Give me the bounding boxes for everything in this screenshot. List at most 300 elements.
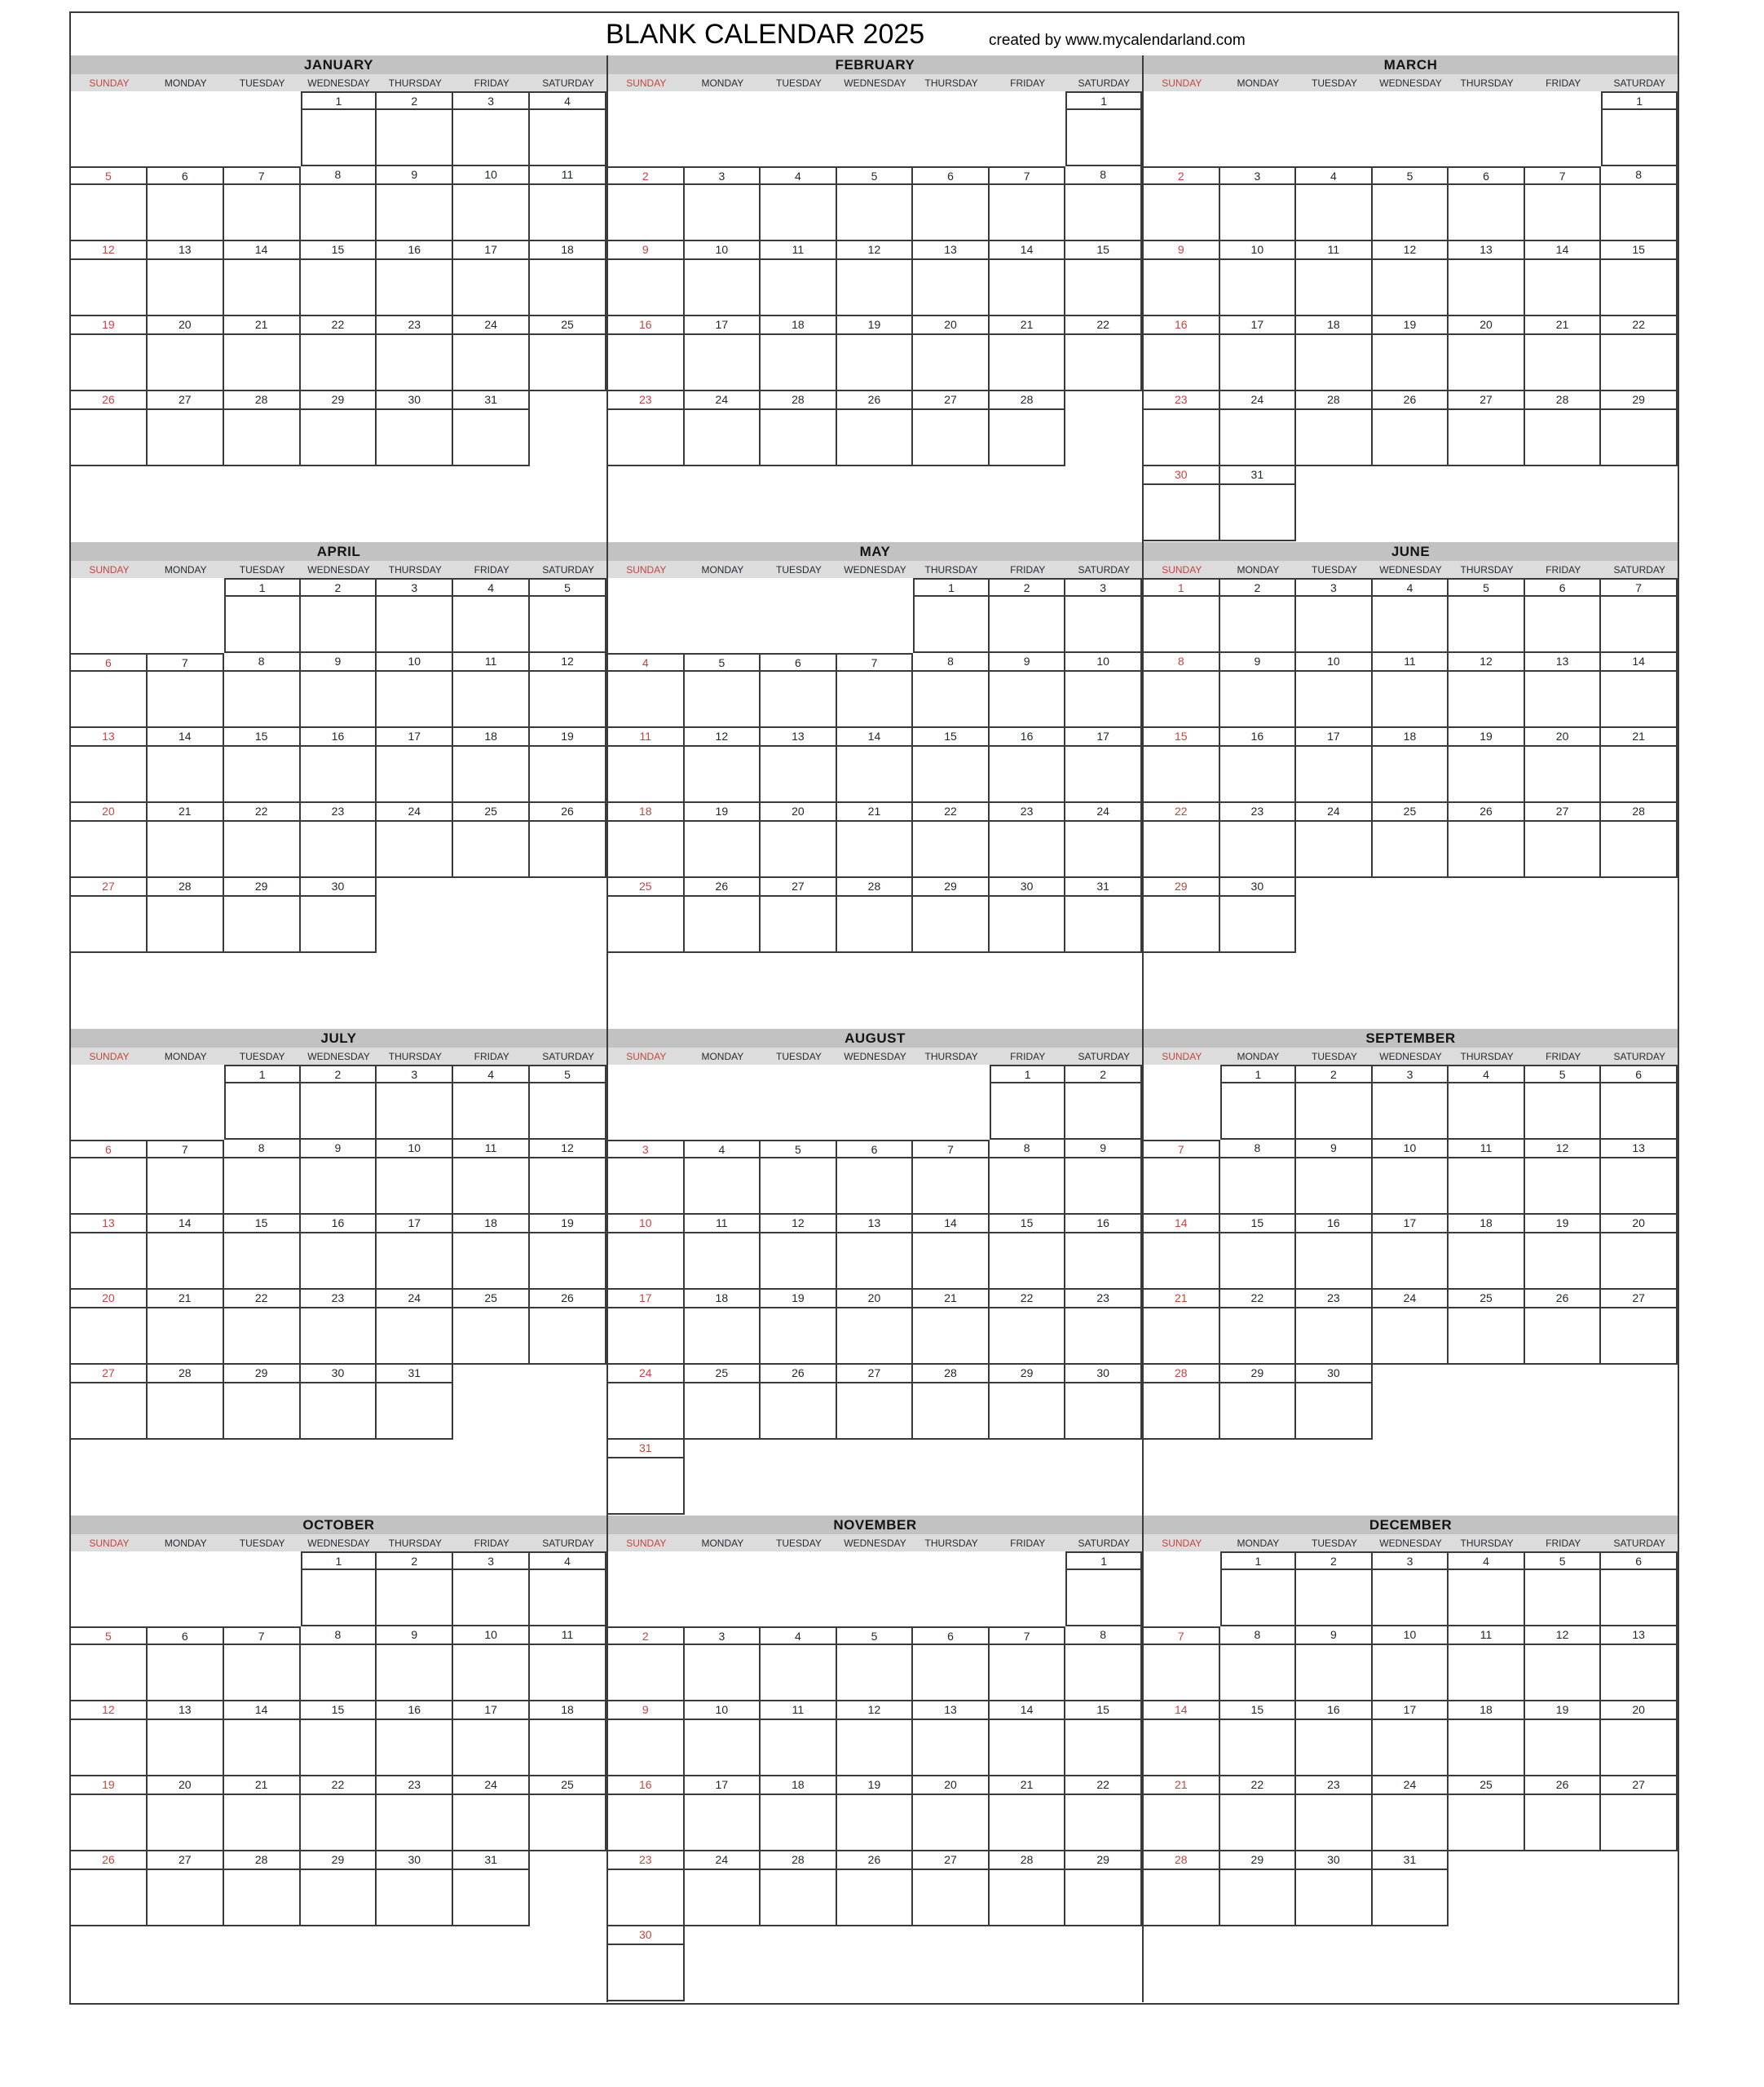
day-number-cell: 1 [1065,91,1142,110]
month-header: AUGUST [608,1029,1142,1048]
day-notes-cell [1296,1645,1373,1701]
weekday-label: TUESDAY [239,77,285,89]
day-notes-cell [1601,822,1678,878]
day-number-cell: 5 [837,166,914,185]
week-notes-row [1144,485,1678,541]
day-notes-cell [913,822,990,878]
day-notes-cell [608,1720,685,1776]
day-number-cell: 19 [837,316,914,335]
week-notes-row [71,1795,606,1851]
day-number-cell [1373,466,1449,485]
week-number-row [71,166,606,185]
day-number-cell: 3 [1373,1551,1449,1570]
day-number-cell: 28 [990,391,1066,410]
day-notes-cell [1449,410,1525,466]
day-number-cell [1601,1851,1678,1870]
day-notes-cell [1525,1570,1602,1626]
day-number-cell: 20 [913,1776,990,1795]
day-notes-cell [1144,1383,1220,1440]
day-number-cell: 29 [913,878,990,897]
day-number-cell [148,578,224,597]
calendar-title: BLANK CALENDAR 2025 [606,19,925,50]
day-number-cell: 9 [608,1701,685,1720]
weekday-label: FRIDAY [1546,77,1581,89]
day-notes-cell [1144,110,1220,166]
day-number-cell: 31 [453,391,530,410]
day-notes-cell [1296,597,1373,653]
day-number-cell: 28 [913,1365,990,1383]
weekday-label: THURSDAY [388,564,442,576]
title-row [71,13,1678,55]
day-notes-cell [71,1720,148,1776]
day-number-cell: 24 [1065,803,1142,822]
day-notes-cell [1601,1158,1678,1215]
day-notes-cell [71,1158,148,1215]
day-notes-cell [377,897,453,953]
day-number-cell: 21 [913,1290,990,1308]
day-number-cell: 14 [1144,1215,1220,1233]
day-number-cell: 9 [377,166,453,185]
day-notes-cell [761,1645,837,1701]
day-number-cell: 24 [1220,391,1297,410]
day-number-cell: 17 [1065,728,1142,747]
day-number-cell: 31 [1373,1851,1449,1870]
day-notes-cell [837,897,914,953]
week-number-row [71,653,606,672]
day-notes-cell [837,335,914,391]
day-notes-cell [990,1308,1066,1365]
day-number-cell: 20 [1601,1215,1678,1233]
day-number-cell: 25 [1449,1290,1525,1308]
day-notes-cell [1373,1870,1449,1926]
day-notes-cell [224,1570,301,1626]
day-number-cell [224,1551,301,1570]
day-notes-cell [301,1570,377,1626]
day-number-cell: 9 [1065,1140,1142,1158]
day-number-cell: 12 [1525,1140,1602,1158]
day-number-cell: 3 [1065,578,1142,597]
week-notes-row [1144,822,1678,878]
week-number-row [1144,1626,1678,1645]
day-notes-cell [1220,597,1297,653]
day-notes-cell [224,1720,301,1776]
day-number-cell: 4 [530,1551,606,1570]
weekday-label: FRIDAY [474,1538,509,1549]
day-notes-cell [1220,897,1297,953]
day-notes-cell [1601,1383,1678,1440]
day-number-cell: 16 [377,1701,453,1720]
day-notes-cell [377,1083,453,1140]
day-number-cell: 17 [377,1215,453,1233]
week-number-row [1144,728,1678,747]
week-notes-row [71,672,606,728]
week-number-row [1144,1776,1678,1795]
day-notes-cell [837,597,914,653]
day-number-cell: 1 [1601,91,1678,110]
week-notes-row [71,597,606,653]
day-notes-cell [608,110,685,166]
day-notes-cell [224,1870,301,1926]
day-notes-cell [1449,260,1525,316]
day-number-cell [1449,466,1525,485]
day-notes-cell [990,1158,1066,1215]
day-number-cell: 1 [301,1551,377,1570]
day-notes-cell [1220,1158,1297,1215]
day-notes-cell [377,1645,453,1701]
week-number-row [608,1701,1142,1720]
day-notes-cell [1144,1233,1220,1290]
day-notes-cell [71,1083,148,1140]
day-notes-cell [608,1458,685,1515]
day-notes-cell [1144,335,1220,391]
day-notes-cell [377,1720,453,1776]
weekday-label: SATURDAY [1613,1051,1666,1062]
week-notes-row [71,1645,606,1701]
day-number-cell: 21 [1525,316,1602,335]
week-notes-row [1144,1645,1678,1701]
day-notes-cell [1601,1720,1678,1776]
day-notes-cell [608,1233,685,1290]
day-number-cell: 4 [453,578,530,597]
day-number-cell: 13 [913,241,990,260]
day-notes-cell [224,1383,301,1440]
weekday-label: THURSDAY [388,1538,442,1549]
day-number-cell: 20 [913,316,990,335]
day-notes-cell [1220,1233,1297,1290]
day-notes-cell [530,822,606,878]
week-notes-row [71,335,606,391]
day-notes-cell [1065,1308,1142,1365]
day-number-cell: 9 [377,1626,453,1645]
day-number-cell: 2 [1220,578,1297,597]
month-header: OCTOBER [71,1516,606,1534]
weekday-label: THURSDAY [388,1051,442,1062]
weekday-label: WEDNESDAY [844,1538,906,1549]
day-number-cell: 20 [837,1290,914,1308]
week-number-row [608,878,1142,897]
day-number-cell: 11 [685,1215,761,1233]
day-number-cell: 18 [685,1290,761,1308]
day-notes-cell [224,1083,301,1140]
day-notes-cell [1144,1083,1220,1140]
day-notes-cell [377,1383,453,1440]
day-number-cell [761,1065,837,1083]
day-notes-cell [990,672,1066,728]
day-notes-cell [685,1158,761,1215]
day-number-cell: 7 [913,1140,990,1158]
day-notes-cell [148,1870,224,1926]
day-notes-cell [1449,822,1525,878]
day-number-cell: 28 [990,1851,1066,1870]
day-notes-cell [1220,747,1297,803]
day-notes-cell [377,672,453,728]
day-notes-cell [913,1795,990,1851]
day-notes-cell [453,672,530,728]
day-notes-cell [148,747,224,803]
day-number-cell: 5 [685,653,761,672]
day-number-cell: 28 [148,878,224,897]
day-notes-cell [71,335,148,391]
week-number-row [71,728,606,747]
day-number-cell: 5 [71,166,148,185]
weekday-label: THURSDAY [924,564,978,576]
day-number-cell: 9 [1144,241,1220,260]
day-number-cell: 24 [1373,1776,1449,1795]
day-notes-cell [1065,822,1142,878]
day-number-cell: 22 [301,316,377,335]
day-notes-cell [1601,410,1678,466]
week-notes-row [1144,597,1678,653]
day-notes-cell [913,1945,990,2001]
day-number-cell: 23 [1065,1290,1142,1308]
day-notes-cell [148,185,224,241]
day-notes-cell [453,1570,530,1626]
day-notes-cell [608,1083,685,1140]
day-notes-cell [913,410,990,466]
day-number-cell: 10 [453,166,530,185]
day-notes-cell [224,335,301,391]
day-notes-cell [301,1083,377,1140]
day-number-cell: 14 [1525,241,1602,260]
week-notes-row [1144,1795,1678,1851]
week-number-row [1144,1140,1678,1158]
day-notes-cell [1065,1870,1142,1926]
day-notes-cell [685,1645,761,1701]
day-notes-cell [913,1233,990,1290]
day-number-cell: 19 [685,803,761,822]
day-notes-cell [761,1233,837,1290]
week-number-row [608,1851,1142,1870]
week-number-row [71,1215,606,1233]
day-notes-cell [377,1158,453,1215]
day-notes-cell [1601,1870,1678,1926]
day-notes-cell [990,410,1066,466]
day-number-cell: 20 [1449,316,1525,335]
day-number-cell: 29 [1601,391,1678,410]
day-notes-cell [1144,897,1220,953]
day-number-cell: 18 [1449,1215,1525,1233]
weekday-header-row [608,1048,1142,1065]
day-number-cell: 20 [71,803,148,822]
day-notes-cell [1220,1645,1297,1701]
weekday-label: WEDNESDAY [307,77,370,89]
day-notes-cell [301,1158,377,1215]
day-notes-cell [1525,1383,1602,1440]
day-notes-cell [1525,1795,1602,1851]
day-notes-cell [837,1870,914,1926]
week-notes-row [608,1720,1142,1776]
day-notes-cell [685,897,761,953]
day-number-cell: 17 [1373,1701,1449,1720]
day-number-cell: 17 [377,728,453,747]
day-number-cell: 9 [301,653,377,672]
day-notes-cell [1296,110,1373,166]
day-notes-cell [1220,672,1297,728]
day-notes-cell [377,1795,453,1851]
day-number-cell: 19 [1449,728,1525,747]
day-number-cell: 23 [608,1851,685,1870]
day-notes-cell [148,110,224,166]
week-number-row [1144,803,1678,822]
day-number-cell [837,1926,914,1945]
day-number-cell [913,91,990,110]
day-number-cell: 20 [761,803,837,822]
month-august [606,1029,1142,1516]
day-number-cell: 26 [71,1851,148,1870]
day-notes-cell [377,822,453,878]
day-notes-cell [1220,335,1297,391]
day-number-cell: 11 [1373,653,1449,672]
week-number-row [1144,578,1678,597]
day-notes-cell [1601,747,1678,803]
day-notes-cell [1296,1083,1373,1140]
day-notes-cell [453,747,530,803]
day-notes-cell [1220,1870,1297,1926]
day-number-cell: 8 [913,653,990,672]
day-notes-cell [453,1083,530,1140]
day-notes-cell [685,110,761,166]
month-may [606,542,1142,1029]
day-notes-cell [1449,597,1525,653]
day-number-cell: 19 [71,316,148,335]
day-number-cell [608,578,685,597]
day-number-cell: 21 [148,1290,224,1308]
day-notes-cell [1296,1720,1373,1776]
day-notes-cell [1144,260,1220,316]
month-december [1142,1516,1678,2002]
month-header: NOVEMBER [608,1516,1142,1534]
day-number-cell [990,1440,1066,1458]
day-number-cell: 13 [1601,1626,1678,1645]
week-number-row [71,578,606,597]
week-number-row [71,1851,606,1870]
day-notes-cell [761,1720,837,1776]
day-notes-cell [837,410,914,466]
day-number-cell: 2 [1065,1065,1142,1083]
day-number-cell: 27 [913,391,990,410]
day-number-cell [148,91,224,110]
day-notes-cell [608,1795,685,1851]
weekday-label: TUESDAY [1312,1538,1357,1549]
day-number-cell: 27 [1449,391,1525,410]
day-number-cell: 15 [1220,1701,1297,1720]
day-notes-cell [1525,485,1602,541]
week-number-row [608,1440,1142,1458]
day-number-cell [685,1065,761,1083]
day-number-cell: 18 [453,1215,530,1233]
day-number-cell: 10 [1373,1140,1449,1158]
day-number-cell: 22 [1065,1776,1142,1795]
day-number-cell: 26 [1449,803,1525,822]
weekday-header-row [71,1048,606,1065]
week-number-row [1144,391,1678,410]
day-number-cell: 20 [148,1776,224,1795]
day-number-cell [761,1440,837,1458]
day-number-cell: 6 [71,1140,148,1158]
weekday-label: FRIDAY [1010,564,1046,576]
day-notes-cell [377,335,453,391]
day-notes-cell [761,822,837,878]
day-number-cell: 30 [1296,1365,1373,1383]
day-number-cell: 17 [1296,728,1373,747]
week-notes-row [1144,110,1678,166]
day-notes-cell [530,1870,606,1926]
day-notes-cell [1449,335,1525,391]
day-notes-cell [1220,1308,1297,1365]
day-notes-cell [608,597,685,653]
day-notes-cell [1601,485,1678,541]
day-notes-cell [530,1795,606,1851]
day-notes-cell [453,1158,530,1215]
week-number-row [71,1290,606,1308]
day-number-cell: 15 [1144,728,1220,747]
day-notes-cell [1220,185,1297,241]
day-number-cell: 12 [685,728,761,747]
weekday-label: FRIDAY [474,564,509,576]
day-number-cell [1449,878,1525,897]
day-number-cell: 13 [71,728,148,747]
month-november [606,1516,1142,2002]
day-notes-cell [148,672,224,728]
day-notes-cell [1601,260,1678,316]
week-number-row [71,1140,606,1158]
day-notes-cell [224,822,301,878]
day-notes-cell [453,410,530,466]
day-notes-cell [990,1570,1066,1626]
day-notes-cell [1373,897,1449,953]
day-notes-cell [453,822,530,878]
day-number-cell: 14 [148,728,224,747]
day-number-cell: 29 [301,1851,377,1870]
day-number-cell [913,1440,990,1458]
day-number-cell: 13 [761,728,837,747]
day-notes-cell [148,1570,224,1626]
week-notes-row [1144,185,1678,241]
day-number-cell: 4 [1449,1551,1525,1570]
day-number-cell: 15 [224,1215,301,1233]
day-notes-cell [1525,1870,1602,1926]
day-notes-cell [1065,410,1142,466]
weekday-header-row [1144,1048,1678,1065]
month-september [1142,1029,1678,1516]
day-number-cell [148,1551,224,1570]
day-notes-cell [1296,485,1373,541]
day-number-cell: 27 [913,1851,990,1870]
day-number-cell [685,1926,761,1945]
day-notes-cell [1449,672,1525,728]
day-number-cell: 22 [990,1290,1066,1308]
day-number-cell: 21 [148,803,224,822]
day-notes-cell [990,597,1066,653]
week-number-row [1144,316,1678,335]
weekday-label: WEDNESDAY [307,1538,370,1549]
day-number-cell: 20 [71,1290,148,1308]
weekday-label: TUESDAY [1312,77,1357,89]
day-number-cell: 16 [1220,728,1297,747]
day-notes-cell [990,747,1066,803]
day-number-cell: 24 [1373,1290,1449,1308]
day-notes-cell [837,110,914,166]
day-number-cell: 27 [1601,1290,1678,1308]
day-number-cell: 14 [837,728,914,747]
week-notes-row [608,1795,1142,1851]
day-notes-cell [453,1870,530,1926]
day-notes-cell [71,1308,148,1365]
day-number-cell: 6 [913,1626,990,1645]
day-notes-cell [1220,1570,1297,1626]
day-notes-cell [1296,672,1373,728]
day-number-cell: 28 [1525,391,1602,410]
